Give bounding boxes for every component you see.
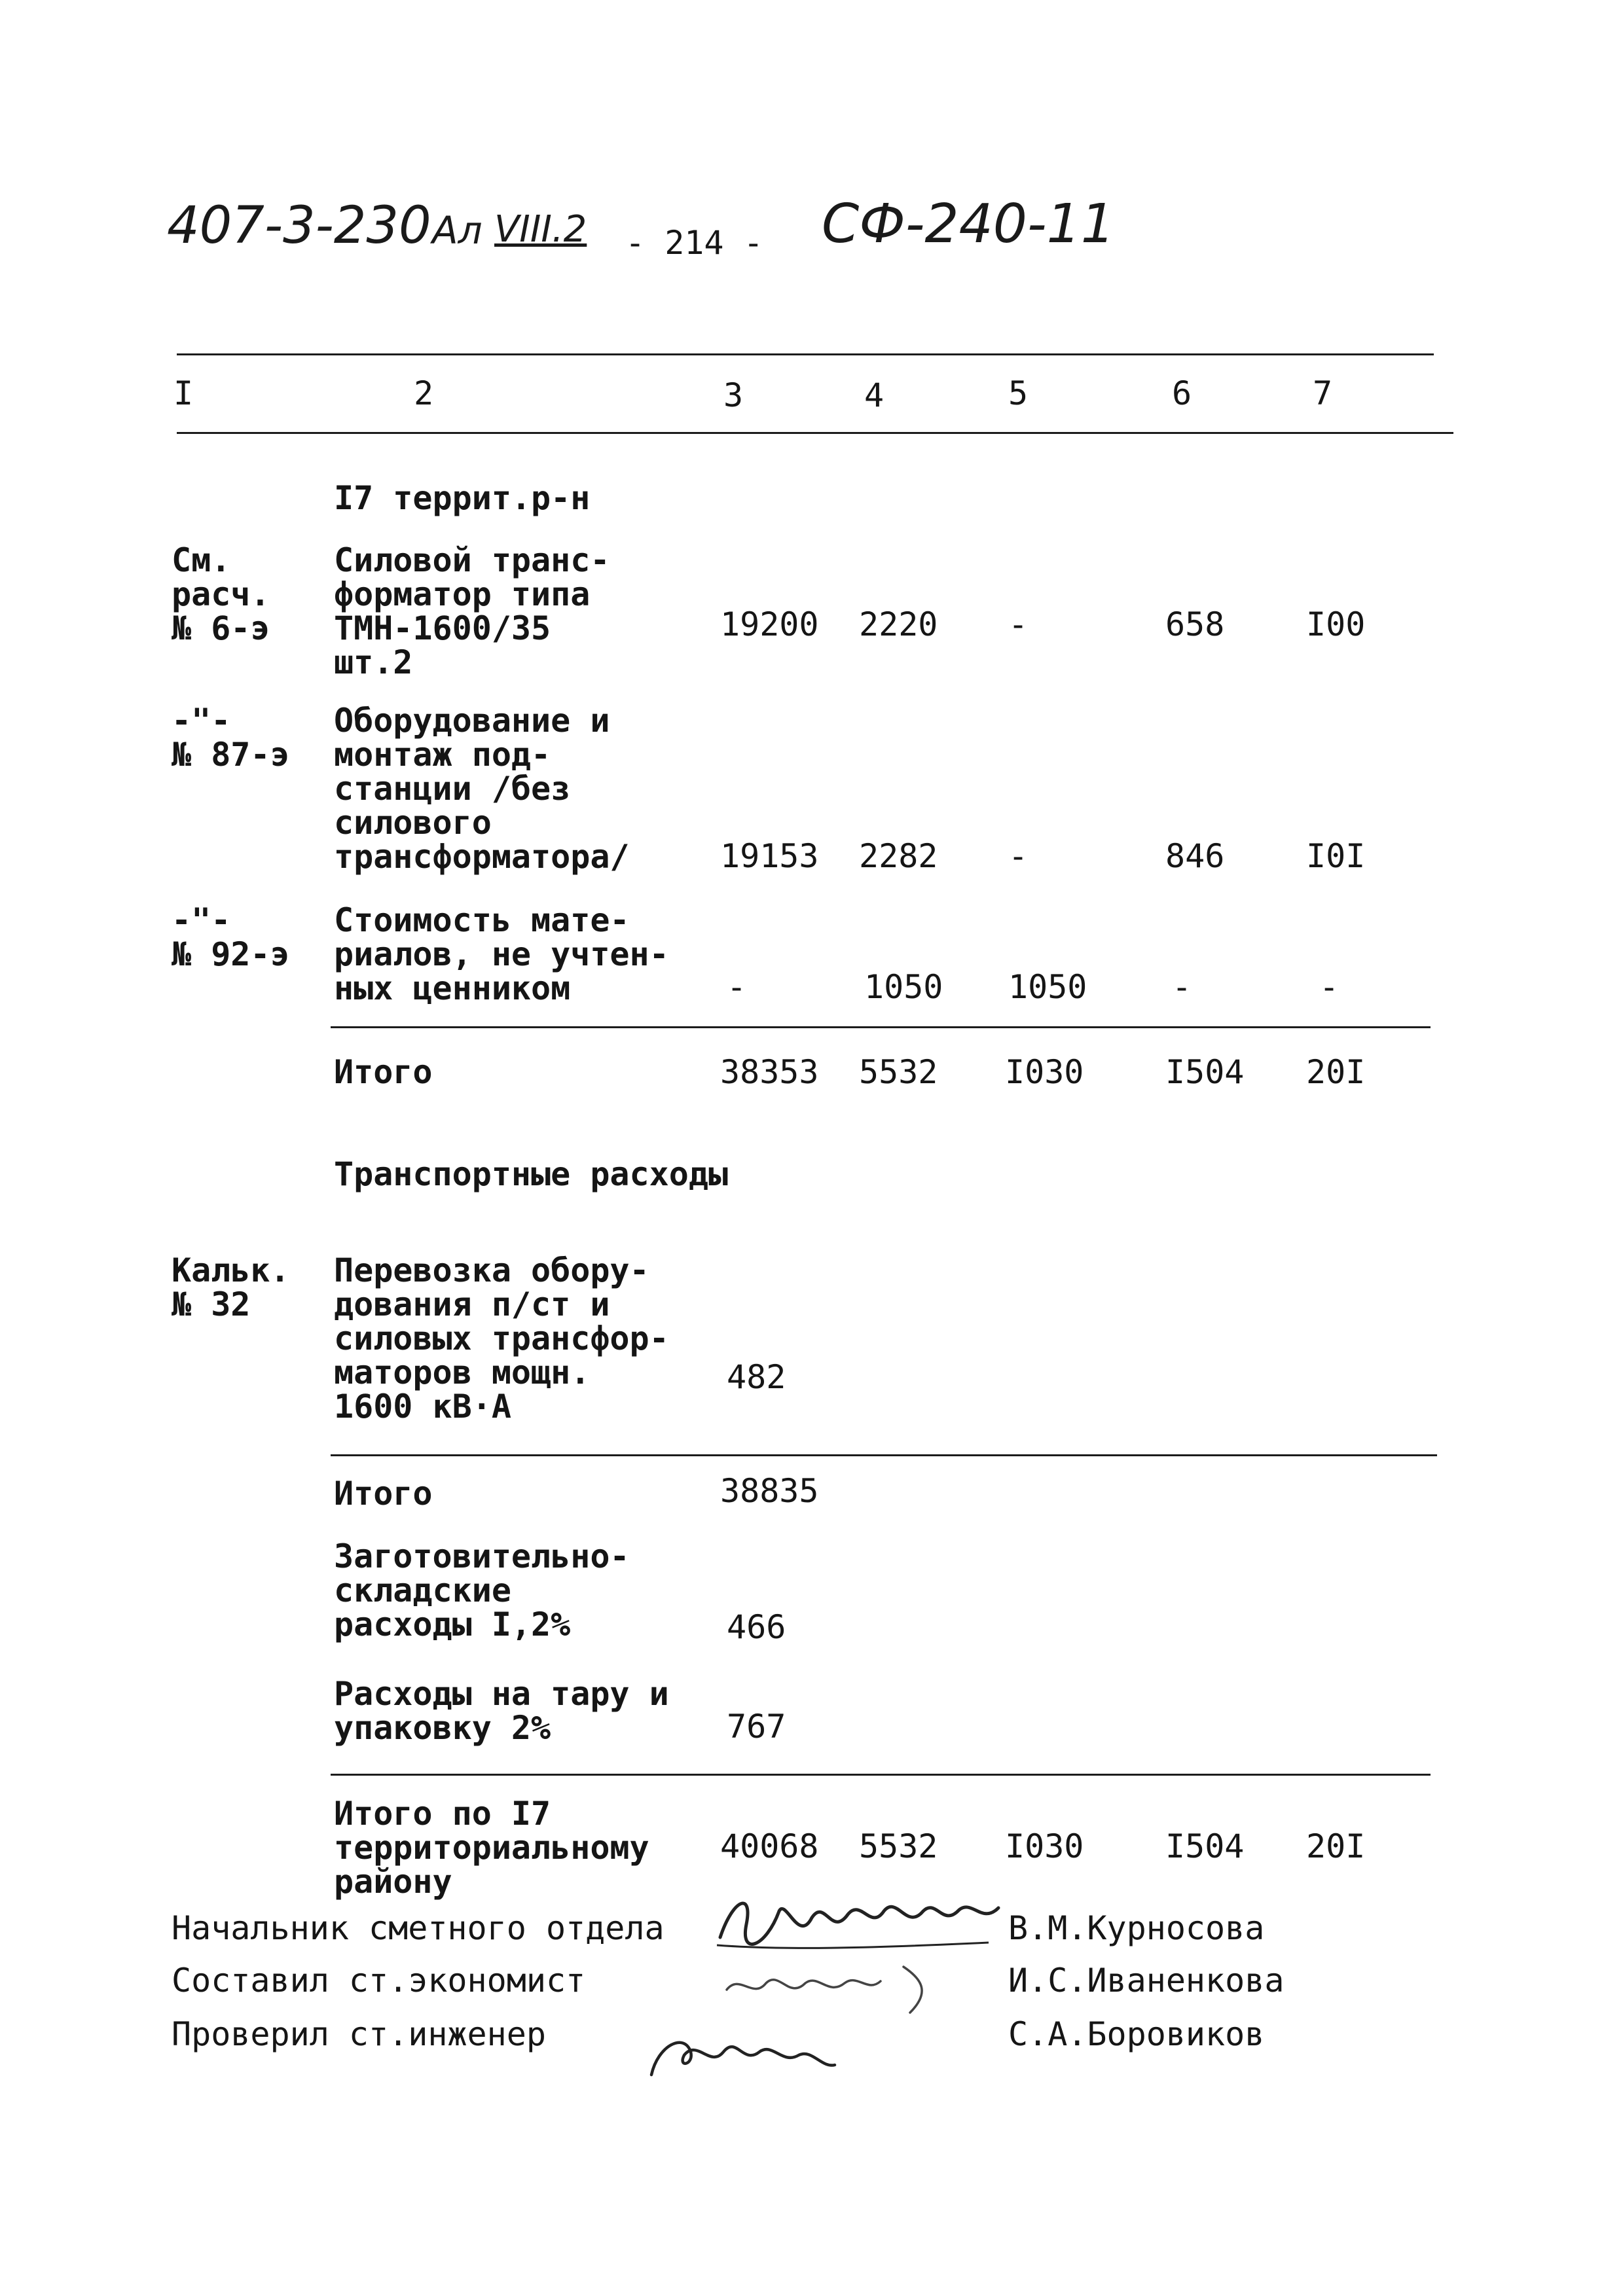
subtotal-rule xyxy=(331,1026,1431,1028)
row-reference: См. расч. № 6-э xyxy=(172,541,270,647)
volume-mark: VIII.2 xyxy=(494,208,587,251)
col-header-2: 2 xyxy=(414,374,434,412)
cell-col3: 38353 xyxy=(720,1053,819,1091)
sheet-code: СФ-240-11 xyxy=(822,193,1115,255)
col-header-4: 4 xyxy=(864,376,884,414)
signer-name: С.А.Боровиков xyxy=(1008,2015,1265,2053)
cell-col3: - xyxy=(727,968,747,1006)
signer-name: И.С.Иваненкова xyxy=(1008,1962,1285,2000)
cell-col3: 40068 xyxy=(720,1827,819,1865)
cell-col4: 1050 xyxy=(864,968,943,1006)
cell-col3: 466 xyxy=(727,1608,786,1646)
cell-col5: I030 xyxy=(1005,1053,1084,1091)
cell-col5: - xyxy=(1008,605,1029,643)
cell-col6: 846 xyxy=(1165,837,1225,875)
cell-col7: 20I xyxy=(1306,1053,1366,1091)
subtotal-rule xyxy=(331,1454,1437,1456)
cell-col7: 20I xyxy=(1306,1827,1366,1865)
page-number: - 214 - xyxy=(625,224,763,262)
total-label: Итого xyxy=(334,1475,433,1513)
cell-col7: I0I xyxy=(1306,837,1366,875)
album-mark: Ал xyxy=(432,208,483,253)
row-reference: -"- № 92-э xyxy=(172,901,290,973)
col-header-7: 7 xyxy=(1313,374,1333,412)
cell-col5: I030 xyxy=(1005,1827,1084,1865)
cell-col3: 767 xyxy=(727,1708,786,1746)
cell-col6: - xyxy=(1172,968,1192,1006)
document-code: 407-3-230 xyxy=(167,196,431,255)
col-header-1: I xyxy=(173,374,194,412)
row-reference: Кальк. № 32 xyxy=(172,1251,290,1323)
grand-total-label: Итого по I7 территориальному району xyxy=(334,1795,649,1901)
subtotal-rule xyxy=(331,1774,1431,1776)
signature-mark-borovikov xyxy=(638,2019,848,2091)
row-reference: -"- № 87-э xyxy=(172,702,290,774)
cell-col4: 5532 xyxy=(859,1827,938,1865)
signer-role: Начальник сметного отдела xyxy=(172,1909,665,1947)
table-header-rule xyxy=(177,432,1453,434)
cell-col5: - xyxy=(1008,837,1029,875)
col-header-6: 6 xyxy=(1172,374,1192,412)
transport-title: Транспортные расходы xyxy=(334,1155,729,1193)
row-description: Заготовительно- складские расходы I,2% xyxy=(334,1537,630,1643)
cell-col3: 38835 xyxy=(720,1472,819,1510)
cell-col6: I504 xyxy=(1165,1827,1245,1865)
row-description: Стоимость мате- риалов, не учтен- ных ценником xyxy=(334,901,669,1007)
cell-col4: 2282 xyxy=(859,837,938,875)
cell-col4: 2220 xyxy=(859,605,938,643)
row-description: Силовой транс- форматор типа ТМН-1600/35 шт.2 xyxy=(334,541,610,681)
cell-col7: I00 xyxy=(1306,605,1366,643)
cell-col3: 19200 xyxy=(720,605,819,643)
cell-col5: 1050 xyxy=(1008,968,1087,1006)
row-description: Оборудование и монтаж под- станции /без силового трансформатора/ xyxy=(334,702,630,876)
cell-col4: 5532 xyxy=(859,1053,938,1091)
row-description: Расходы на тару и упаковку 2% xyxy=(334,1675,669,1747)
cell-col7: - xyxy=(1319,968,1340,1006)
cell-col6: I504 xyxy=(1165,1053,1245,1091)
row-description: Перевозка обору- дования п/ст и силовых трансфор- маторов мощн. 1600 кВ·А xyxy=(334,1251,669,1426)
signature-mark-ivanenkova xyxy=(714,1954,949,2019)
col-header-5: 5 xyxy=(1008,374,1029,412)
cell-col3: 19153 xyxy=(720,837,819,875)
signer-name: В.М.Курносова xyxy=(1008,1909,1265,1947)
signer-role: Составил ст.экономист xyxy=(172,1962,586,2000)
region-title: I7 террит.р-н xyxy=(334,479,591,517)
cell-col3: 482 xyxy=(727,1358,786,1396)
signer-role: Проверил ст.инженер xyxy=(172,2015,546,2053)
cell-col6: 658 xyxy=(1165,605,1225,643)
signature-mark-kurnosova xyxy=(707,1885,1008,1957)
table-top-rule xyxy=(177,353,1434,355)
col-header-3: 3 xyxy=(723,376,744,414)
total-label: Итого xyxy=(334,1053,433,1091)
